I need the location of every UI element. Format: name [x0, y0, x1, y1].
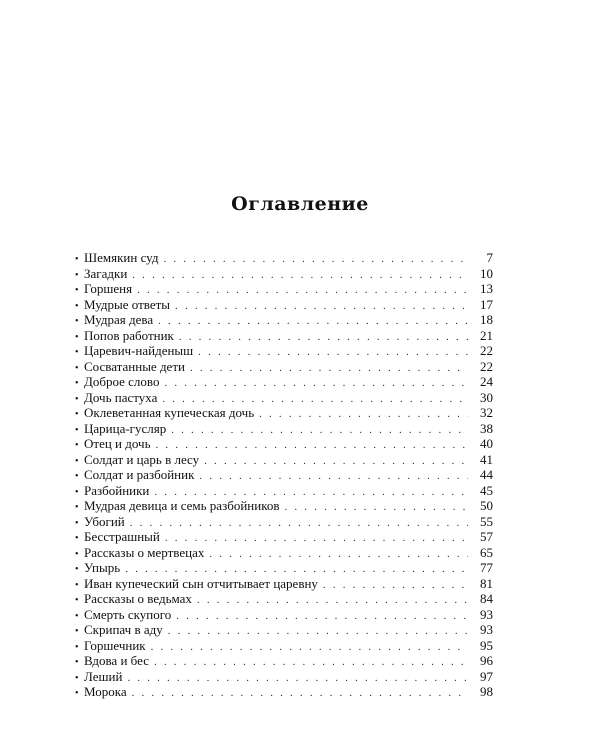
bullet-icon: • — [75, 486, 79, 498]
bullet-icon: • — [75, 285, 79, 296]
toc-entry — [75, 529, 493, 545]
bullet-icon: • — [75, 626, 79, 637]
toc-entry-title: Отец и дочь — [84, 436, 151, 451]
bullet-icon: • — [75, 393, 79, 405]
bullet-icon: • — [75, 502, 79, 513]
bullet-icon: • — [75, 564, 79, 575]
dot-leader — [176, 609, 468, 625]
toc-entry — [75, 328, 493, 344]
toc-entry-page-number: 22 — [480, 358, 493, 374]
dot-leader — [171, 423, 468, 439]
dot-leader — [165, 531, 468, 547]
toc-entry-page-number: 93 — [480, 606, 493, 622]
toc-entry-page-number: 97 — [480, 668, 493, 684]
bullet-icon: • — [75, 316, 79, 327]
toc-entry-page-number: 10 — [480, 265, 493, 281]
dot-leader — [151, 640, 468, 656]
dot-leader — [163, 252, 468, 268]
toc-entry — [75, 576, 493, 592]
bullet-icon: • — [75, 595, 79, 606]
toc-entry-page-number: 77 — [480, 560, 493, 575]
toc-entry-title: Мудрая девица и семь разбойников — [84, 498, 280, 513]
toc-entry-title: Вдова и бес — [84, 653, 149, 668]
toc-entry-page-number: 50 — [480, 498, 493, 513]
toc-entry — [75, 436, 493, 452]
table-of-contents — [75, 250, 493, 700]
toc-entry-title: Смерть скупого — [84, 606, 172, 622]
bullet-icon: • — [75, 471, 79, 482]
bullet-icon: • — [75, 378, 79, 389]
toc-entry-page-number: 32 — [480, 405, 493, 420]
toc-entry-title: Горшеня — [84, 281, 133, 296]
bullet-icon: • — [75, 300, 79, 312]
bullet-icon: • — [75, 269, 79, 281]
toc-entry — [75, 405, 493, 421]
toc-entry-title: Рассказы о мертвецах — [84, 544, 205, 560]
toc-entry-title: Упырь — [84, 560, 121, 575]
dot-leader — [127, 671, 468, 687]
toc-entry — [75, 452, 493, 468]
dot-leader — [323, 578, 468, 594]
toc-entry-page-number: 24 — [480, 374, 493, 389]
toc-entry-page-number: 44 — [480, 467, 493, 482]
toc-entry-title: Загадки — [84, 265, 128, 281]
toc-entry — [75, 560, 493, 576]
toc-entry — [75, 622, 493, 638]
dot-leader — [158, 314, 468, 330]
toc-entry — [75, 483, 493, 499]
toc-entry-page-number: 57 — [480, 529, 493, 544]
toc-entry-title: Леший — [84, 668, 123, 684]
dot-leader — [204, 454, 468, 470]
toc-entry — [75, 669, 493, 685]
dot-leader — [284, 500, 468, 516]
toc-entry-title: Иван купеческий сын отчитывает царевну — [84, 575, 318, 591]
bullet-icon: • — [75, 641, 79, 653]
toc-entry-page-number: 55 — [480, 513, 493, 529]
toc-entry-title: Шемякин суд — [84, 250, 159, 265]
toc-entry — [75, 390, 493, 406]
toc-entry-page-number: 81 — [480, 575, 493, 591]
bullet-icon: • — [75, 533, 79, 544]
toc-entry — [75, 467, 493, 483]
toc-entry-title: Морока — [84, 684, 127, 699]
toc-entry — [75, 281, 493, 297]
toc-entry-title: Мудрая дева — [84, 312, 154, 327]
toc-entry-page-number: 84 — [480, 591, 493, 606]
toc-entry — [75, 514, 493, 530]
bullet-icon: • — [75, 362, 79, 374]
toc-entry-page-number: 95 — [480, 637, 493, 653]
bullet-icon: • — [75, 254, 79, 265]
dot-leader — [197, 593, 468, 609]
dot-leader — [132, 686, 468, 702]
toc-entry — [75, 638, 493, 654]
bullet-icon: • — [75, 517, 79, 529]
bullet-icon: • — [75, 579, 79, 591]
toc-entry-title: Мудрые ответы — [84, 296, 171, 312]
toc-entry-page-number: 45 — [480, 482, 493, 498]
toc-entry — [75, 266, 493, 282]
toc-entry-page-number: 65 — [480, 544, 493, 560]
dot-leader — [130, 516, 468, 532]
dot-leader — [259, 407, 468, 423]
toc-entry-title: Доброе слово — [84, 374, 160, 389]
toc-entry-title: Горшечник — [84, 637, 146, 653]
dot-leader — [137, 283, 468, 299]
toc-entry — [75, 607, 493, 623]
bullet-icon: • — [75, 331, 79, 343]
toc-entry — [75, 250, 493, 266]
toc-entry-title: Убогий — [84, 513, 125, 529]
toc-entry-page-number: 41 — [480, 451, 493, 467]
toc-entry-page-number: 93 — [480, 622, 493, 637]
bullet-icon: • — [75, 347, 79, 358]
toc-entry-title: Солдат и разбойник — [84, 467, 195, 482]
toc-entry-title: Дочь пастуха — [84, 389, 158, 405]
bullet-icon: • — [75, 409, 79, 420]
toc-title: Оглавление — [231, 193, 369, 215]
toc-entry-page-number: 22 — [480, 343, 493, 358]
dot-leader — [209, 547, 468, 563]
dot-leader — [179, 330, 468, 346]
toc-entry-page-number: 40 — [480, 436, 493, 451]
toc-entry-title: Попов работник — [84, 327, 174, 343]
toc-entry — [75, 591, 493, 607]
dot-leader — [156, 438, 469, 454]
toc-entry — [75, 297, 493, 313]
bullet-icon: • — [75, 440, 79, 451]
toc-entry-title: Царевич-найденыш — [84, 343, 194, 358]
dot-leader — [154, 655, 468, 671]
toc-entry-title: Скрипач в аду — [84, 622, 163, 637]
bullet-icon: • — [75, 688, 79, 699]
toc-entry — [75, 421, 493, 437]
toc-entry-page-number: 96 — [480, 653, 493, 668]
toc-entry — [75, 359, 493, 375]
toc-entry-title: Разбойники — [84, 482, 150, 498]
toc-entry-title: Рассказы о ведьмах — [84, 591, 192, 606]
toc-entry — [75, 498, 493, 514]
toc-entry — [75, 545, 493, 561]
bullet-icon: • — [75, 672, 79, 684]
dot-leader — [168, 624, 468, 640]
bullet-icon: • — [75, 548, 79, 560]
bullet-icon: • — [75, 610, 79, 622]
toc-entry-page-number: 7 — [486, 250, 493, 265]
toc-entry — [75, 653, 493, 669]
dot-leader — [198, 345, 468, 361]
toc-entry-page-number: 21 — [480, 327, 493, 343]
toc-entry-page-number: 38 — [480, 420, 493, 436]
toc-entry-page-number: 18 — [480, 312, 493, 327]
bullet-icon: • — [75, 657, 79, 668]
toc-entry-title: Сосватанные дети — [84, 358, 185, 374]
toc-entry — [75, 374, 493, 390]
toc-entry-title: Бесстрашный — [84, 529, 160, 544]
toc-entry-page-number: 98 — [480, 684, 493, 699]
dot-leader — [164, 376, 468, 392]
bullet-icon: • — [75, 455, 79, 467]
dot-leader — [190, 361, 468, 377]
toc-entry-title: Солдат и царь в лесу — [84, 451, 200, 467]
toc-entry-page-number: 13 — [480, 281, 493, 296]
toc-entry-title: Царица-гусляр — [84, 420, 167, 436]
toc-entry — [75, 684, 493, 700]
toc-entry — [75, 343, 493, 359]
toc-entry-title: Оклеветанная купеческая дочь — [84, 405, 255, 420]
dot-leader — [199, 469, 468, 485]
toc-entry — [75, 312, 493, 328]
dot-leader — [175, 299, 468, 315]
dot-leader — [132, 268, 468, 284]
toc-entry-page-number: 30 — [480, 389, 493, 405]
bullet-icon: • — [75, 424, 79, 436]
toc-entry-page-number: 17 — [480, 296, 493, 312]
